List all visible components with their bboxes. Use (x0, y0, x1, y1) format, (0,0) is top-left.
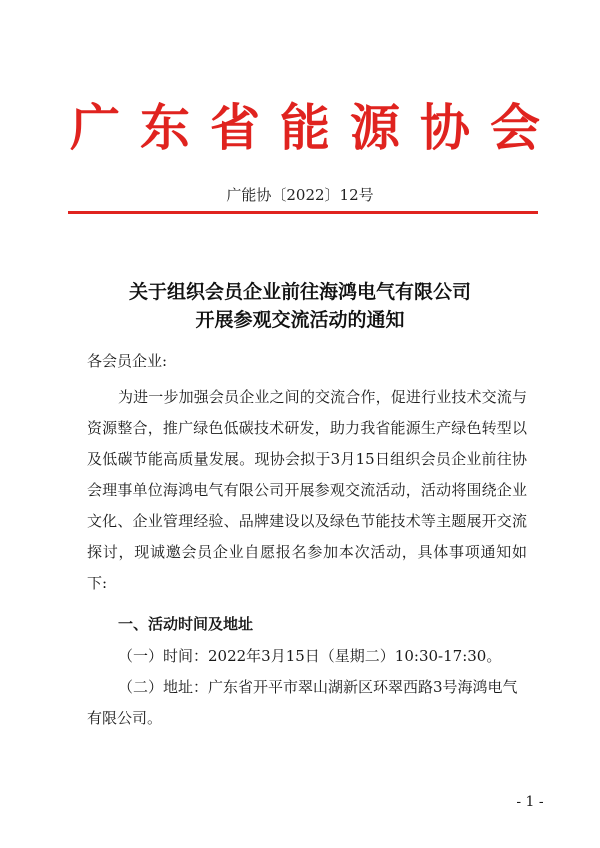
notice-title (0, 278, 600, 334)
salutation: 各会员企业: (87, 352, 168, 370)
org-title-char: 协 (420, 98, 470, 157)
event-time: （一）时间：2022年3月15日（星期二）10:30-17:30。 (118, 647, 502, 665)
event-address: （二）地址：广东省开平市翠山湖新区环翠西路3号海鸿电气有限公司。 (87, 678, 518, 727)
org-title-char: 省 (210, 98, 260, 157)
organization-title (70, 98, 540, 158)
org-title-char: 会 (490, 98, 540, 157)
org-title-char: 源 (350, 98, 400, 157)
org-title-char: 能 (280, 98, 330, 157)
org-title-char: 东 (140, 98, 190, 157)
header-divider (68, 211, 538, 214)
notice-title-line-1: 关于组织会员企业前往海鸿电气有限公司 (128, 281, 471, 303)
document-number: 广能协〔2022〕12号 (226, 186, 374, 204)
section-heading-time-address: 一、活动时间及地址 (118, 615, 254, 633)
body-paragraph: 为进一步加强会员企业之间的交流合作，促进行业技术交流与资源整合，推广绿色低碳技术研发，助力我省能源生产绿色转型以及低碳节能高质量发展。现协会拟于3月15日组织会员企业前往协会理事单位海鸿电气有限公司开展参观交流活动，活动将围绕企业文化、企业管理经验、品牌建设以及绿色节能技术等主题展开交流探讨，现诚邀会员企业自愿报名参加本次活动，具体事项通知如下: (87, 388, 527, 592)
notice-title-line-2: 开展参观交流活动的通知 (195, 309, 405, 331)
page-number: - 1 - (516, 794, 544, 810)
org-title-char: 广 (70, 98, 120, 157)
